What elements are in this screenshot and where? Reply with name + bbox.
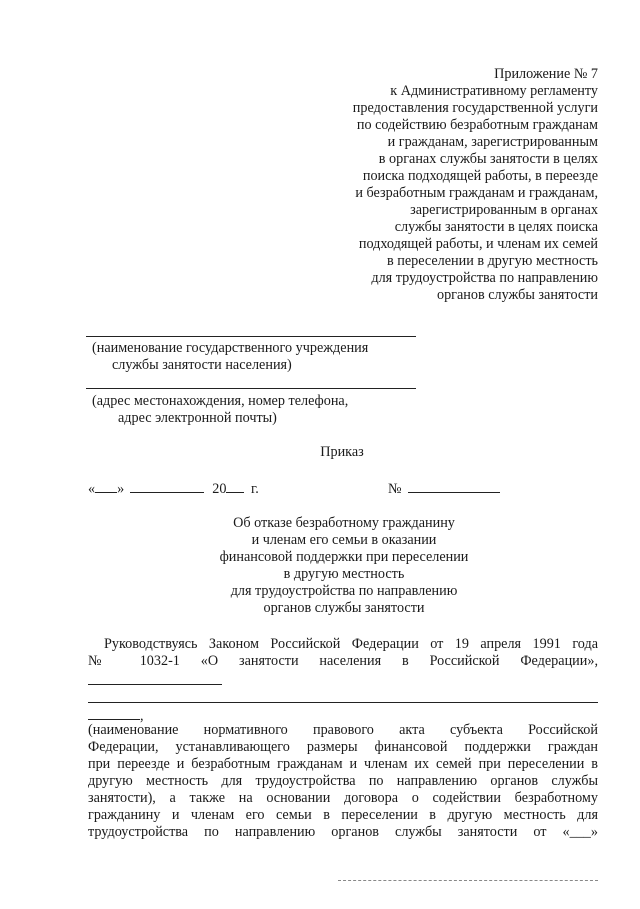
appendix-line: к Административному регламенту (390, 83, 598, 99)
order-title: Приказ (320, 444, 364, 460)
number-sign: № (388, 481, 402, 497)
body-line: Руководствуясь Законом Российской Федерации от 19 апреля 1991 года (104, 636, 598, 652)
body-para-line: при переезде и безработным гражданам и членам их семей при переселении в (88, 756, 598, 772)
fill-blank (88, 702, 598, 703)
month-blank (130, 479, 204, 493)
fill-blank (88, 684, 222, 685)
body-para-line: (наименование нормативного правового акта субъекта Российской (88, 722, 598, 738)
appendix-line: службы занятости в целях поиска (394, 219, 598, 235)
year-blank (226, 479, 244, 493)
appendix-line: для трудоустройства по направлению (371, 270, 598, 286)
appendix-line: поиска подходящей работы, в переезде (362, 168, 598, 184)
institution-name-hint: службы занятости населения) (112, 357, 292, 373)
appendix-line: зарегистрированным в органах (410, 202, 598, 218)
institution-name-hint: (наименование государственного учреждения (92, 340, 369, 356)
body-para-line: занятости), а также на основании договора о содействии безработному (88, 790, 598, 806)
body-line: № 1032-1 «О занятости населения в Российской Федерации», (88, 653, 598, 669)
appendix-line: подходящей работы, и членам их семей (358, 236, 598, 252)
body-para-line: трудоустройства по направлению органов службы занятости от «___» (88, 824, 598, 840)
subject-line: финансовой поддержки при переселении (219, 549, 469, 565)
year-prefix: 20 (212, 481, 227, 497)
subject-line: Об отказе безработному гражданину (233, 515, 455, 531)
body-para-line: другую местность для трудоустройства по направлению органов службы (88, 773, 598, 789)
appendix-line: органов службы занятости (436, 287, 598, 303)
institution-name-blank (86, 336, 416, 337)
appendix-line: Приложение № 7 (494, 66, 598, 82)
date-quote-open: « (88, 481, 96, 497)
number-blank (408, 479, 500, 493)
appendix-line: и гражданам, зарегистрированным (387, 134, 598, 150)
appendix-line: в переселении в другую местность (386, 253, 598, 269)
body-para-line: Федерации, устанавливающего размеры финансовой поддержки граждан (88, 739, 598, 755)
institution-address-hint: (адрес местонахождения, номер телефона, (92, 393, 349, 409)
order-date (88, 479, 259, 498)
blank-comma: , (140, 708, 144, 724)
institution-address-blank (86, 388, 416, 389)
day-blank (95, 479, 117, 493)
subject-line: и членам его семьи в оказании (251, 532, 437, 548)
subject-line: в другую местность (283, 566, 405, 582)
fill-blank (88, 706, 140, 720)
institution-address-hint: адрес электронной почты) (118, 410, 277, 426)
body-para-line: гражданину и членам его семьи в переселении в другую местность для (88, 807, 598, 823)
year-suffix: г. (251, 481, 259, 497)
subject-line: для трудоустройства по направлению (230, 583, 458, 599)
appendix-line: предоставления государственной услуги (352, 100, 598, 116)
scan-edge-line (338, 880, 598, 881)
appendix-line: в органах службы занятости в целях (378, 151, 598, 167)
date-quote-close: » (117, 481, 125, 497)
subject-line: органов службы занятости (263, 600, 425, 616)
appendix-line: по содействию безработным гражданам (356, 117, 598, 133)
appendix-line: и безработным гражданам и гражданам, (355, 185, 598, 201)
order-number (388, 479, 500, 498)
